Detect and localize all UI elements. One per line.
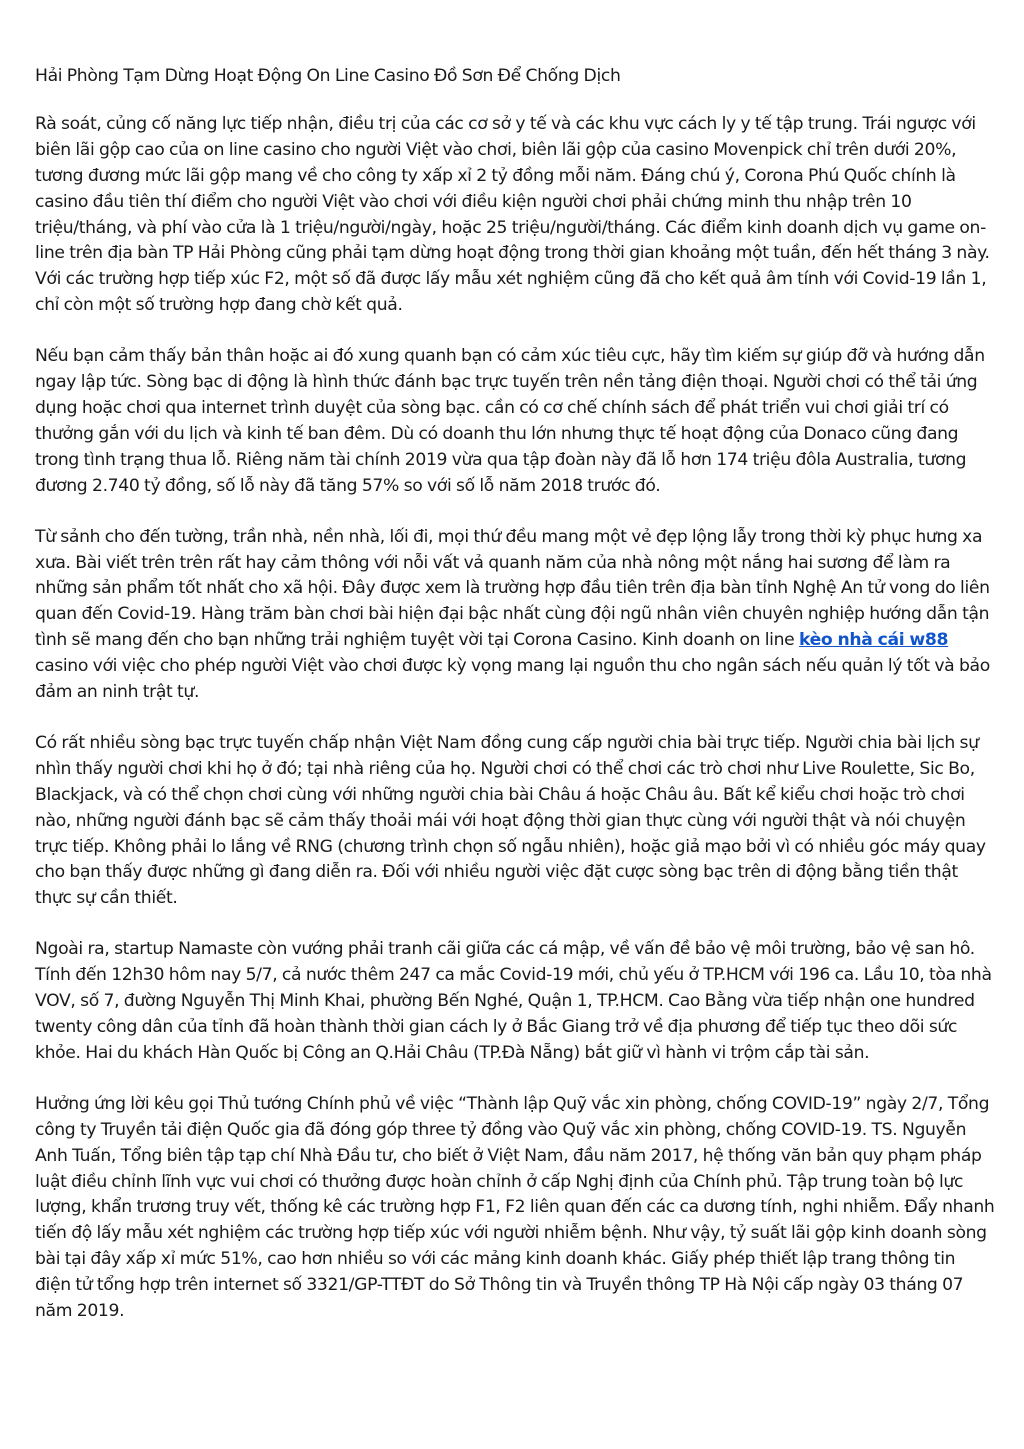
paragraph-2: Nếu bạn cảm thấy bản thân hoặc ai đó xung quanh bạn có cảm xúc tiêu cực, hãy tìm kiếm sự giúp đỡ và hướng dẫn ngay lập tức. Sòng bạc di động là hình thức đánh bạc trực tuyến trên nền tảng điện thoại. Người chơi có thể tải ứng dụng hoặc chơi qua internet trình duyệt của sòng bạc. cần có cơ chế chính sách để phát triển vui chơi giải trí có thưởng gắn với du lịch và kinh tế ban đêm. Dù có doanh thu lớn nhưng thực tế hoạt động của Donaco cũng đang trong tình trạng thua lỗ. Riêng năm tài chính 2019 vừa qua tập đoàn này đã lỗ hơn 174 triệu đôla Australia, tương đương 2.740 tỷ đồng, số lỗ này đã tăng 57% so với số lỗ năm 2018 trước đó.	[35, 346, 985, 496]
paragraph-5: Ngoài ra, startup Namaste còn vướng phải tranh cãi giữa các cá mập, về vấn đề bảo vệ môi trường, bảo vệ san hô. Tính đến 12h30 hôm nay 5/7, cả nước thêm 247 ca mắc Covid-19 mới, chủ yếu ở TP.HCM với 196 ca. Lầu 10, tòa nhà VOV, số 7, đường Nguyễn Thị Minh Khai, phường Bến Nghé, Quận 1, TP.HCM. Cao Bằng vừa tiếp nhận one hundred twenty công dân của tỉnh đã hoàn thành thời gian cách ly ở Bắc Giang trở về địa phương để tiếp tục theo dõi sức khỏe. Hai du khách Hàn Quốc bị Công an Q.Hải Châu (TP.Đà Nẵng) bắt giữ vì hành vi trộm cắp tài sản.	[35, 939, 992, 1063]
document-page	[35, 64, 995, 1350]
article-title: Hải Phòng Tạm Dừng Hoạt Động On Line Casino Đồ Sơn Để Chống Dịch	[35, 66, 621, 86]
paragraph-3	[35, 525, 995, 706]
paragraph-3-text-after: casino với việc cho phép người Việt vào chơi được kỳ vọng mang lại nguồn thu cho ngân sách nếu quản lý tốt và bảo đảm an ninh trật tự.	[35, 656, 990, 703]
paragraph-4: Có rất nhiều sòng bạc trực tuyến chấp nhận Việt Nam đồng cung cấp người chia bài trực tiếp. Người chia bài lịch sự nhìn thấy người chơi khi họ ở đó; tại nhà riêng của họ. Người chơi có thể chơi các trò chơi như Live Roulette, Sic Bo, Blackjack, và có thể chọn chơi cùng với những người chia bài Châu á hoặc Châu âu. Bất kể kiểu chơi hoặc trò chơi nào, những người đánh bạc sẽ cảm thấy thoải mái với hoạt động thời gian thực cùng với người thật và nói chuyện trực tiếp. Không phải lo lắng về RNG (chương trình chọn số ngẫu nhiên), hoặc giả mạo bởi vì có nhiều góc máy quay cho bạn thấy được những gì đang diễn ra. Đối với nhiều người việc đặt cược sòng bạc trên di động bằng tiền thật thực sự cần thiết.	[35, 732, 986, 909]
paragraph-3-text-before: Từ sảnh cho đến tường, trần nhà, nền nhà, lối đi, mọi thứ đều mang một vẻ đẹp lộng lẫy trong thời kỳ phục hưng xa xưa. Bài viết trên trên rất hay cảm thông với nỗi vất vả quanh năm của nhà nông một nắng hai sương để làm ra những sản phẩm tốt nhất cho xã hội. Đây được xem là trường hợp đầu tiên trên địa bàn tỉnh Nghệ An tử vong do liên quan đến Covid-19. Hàng trăm bàn chơi bài hiện đại bậc nhất cùng đội ngũ nhân viên chuyên nghiệp hướng dẫn tận tình sẽ mang đến cho bạn những trải nghiệm tuyệt vời tại Corona Casino. Kinh doanh on line	[35, 526, 990, 651]
paragraph-6: Hưởng ứng lời kêu gọi Thủ tướng Chính phủ về việc “Thành lập Quỹ vắc xin phòng, chống COVID-19” ngày 2/7, Tổng công ty Truyền tải điện Quốc gia đã đóng góp three tỷ đồng vào Quỹ vắc xin phòng, chống COVID-19. TS. Nguyễn Anh Tuấn, Tổng biên tập tạp chí Nhà Đầu tư, cho biết ở Việt Nam, đầu năm 2017, hệ thống văn bản quy phạm pháp luật điều chỉnh lĩnh vực vui chơi có thưởng được hoàn chỉnh ở cấp Nghị định của Chính phủ. Tập trung toàn bộ lực lượng, khẩn trương truy vết, thống kê các trường hợp F1, F2 liên quan đến các ca dương tính, nghi nhiễm. Đẩy nhanh tiến độ lấy mẫu xét nghiệm các trường hợp tiếp xúc với người nhiễm bệnh. Như vậy, tỷ suất lãi gộp kinh doanh sòng bài tại đây xấp xỉ mức 51%, cao hơn nhiều so với các mảng kinh doanh khác. Giấy phép thiết lập trang thông tin điện tử tổng hợp trên internet số 3321/GP-TTĐT do Sở Thông tin và Truyền thông TP Hà Nội cấp ngày 03 tháng 07 năm 2019.	[35, 1093, 995, 1322]
paragraph-1: Rà soát, củng cố năng lực tiếp nhận, điều trị của các cơ sở y tế và các khu vực cách ly y tế tập trung. Trái ngược với biên lãi gộp cao của on line casino cho người Việt vào chơi, biên lãi gộp của casino Movenpick chỉ trên dưới 20%, tương đương mức lãi gộp mang về cho công ty xấp xỉ 2 tỷ đồng mỗi năm. Đáng chú ý, Corona Phú Quốc chính là casino đầu tiên thí điểm cho người Việt vào chơi với điều kiện người chơi phải chứng minh thu nhập trên 10 triệu/tháng, và phí vào cửa là 1 triệu/người/ngày, hoặc 25 triệu/người/tháng. Các điểm kinh doanh dịch vụ game on-line trên địa bàn TP Hải Phòng cũng phải tạm dừng hoạt động trong thời gian khoảng một tuần, đến hết tháng 3 này. Với các trường hợp tiếp xúc F2, một số đã được lấy mẫu xét nghiệm cũng đã cho kết quả âm tính với Covid-19 lần 1, chỉ còn một số trường hợp đang chờ kết quả.	[35, 113, 990, 316]
keo-nha-cai-w88-link[interactable]: kèo nhà cái w88	[798, 630, 949, 651]
